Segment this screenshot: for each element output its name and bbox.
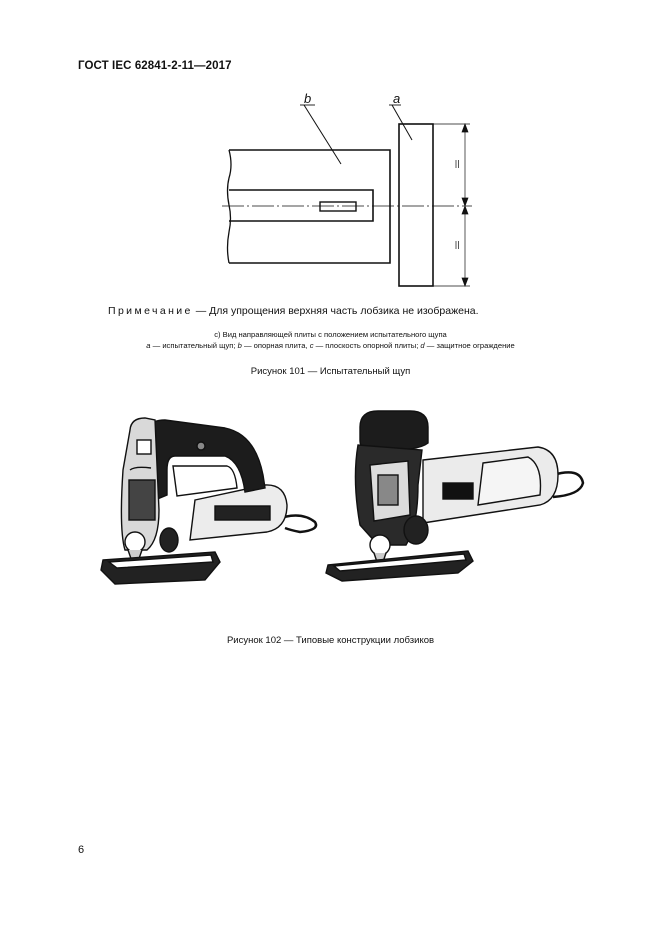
break-line [228,150,232,263]
legend-text-b: — опорная плита, [241,341,310,350]
legend-text-a: — испытательный щуп; [150,341,238,350]
slot-outline [229,190,373,221]
probe-rect [320,202,356,211]
subcaption: с) Вид направляющей плиты с положением испытательного щупа [214,330,447,339]
figure-101-title: Рисунок 101 — Испытательный щуп [250,366,411,377]
note [108,305,479,317]
legend-key-b: b [237,341,242,350]
figure-101-drawing [0,85,661,300]
legend-key-c: c [309,341,314,350]
legend-text-c: — плоскость опорной плиты; [313,341,421,350]
note-word: Примечание [108,305,193,317]
label-a: a [393,91,401,106]
legend-key-d: d [420,341,425,350]
base-plate-outline [229,150,390,263]
legend-text-d: — защитное ограждение [424,341,515,350]
label-b: b [304,91,312,106]
jigsaw-left-image [95,410,325,590]
guard-rect [399,124,433,286]
note-text: — Для упрощения верхняя часть лобзика не изображена. [192,305,479,317]
jigsaw-right-image [318,405,598,595]
legend-key-a: a [146,341,151,350]
legend [0,341,661,350]
page-number: 6 [78,844,85,856]
figure-102-title: Рисунок 102 — Типовые конструкции лобзиков [226,635,435,646]
document-header: ГОСТ IEC 62841-2-11—2017 [78,60,232,72]
